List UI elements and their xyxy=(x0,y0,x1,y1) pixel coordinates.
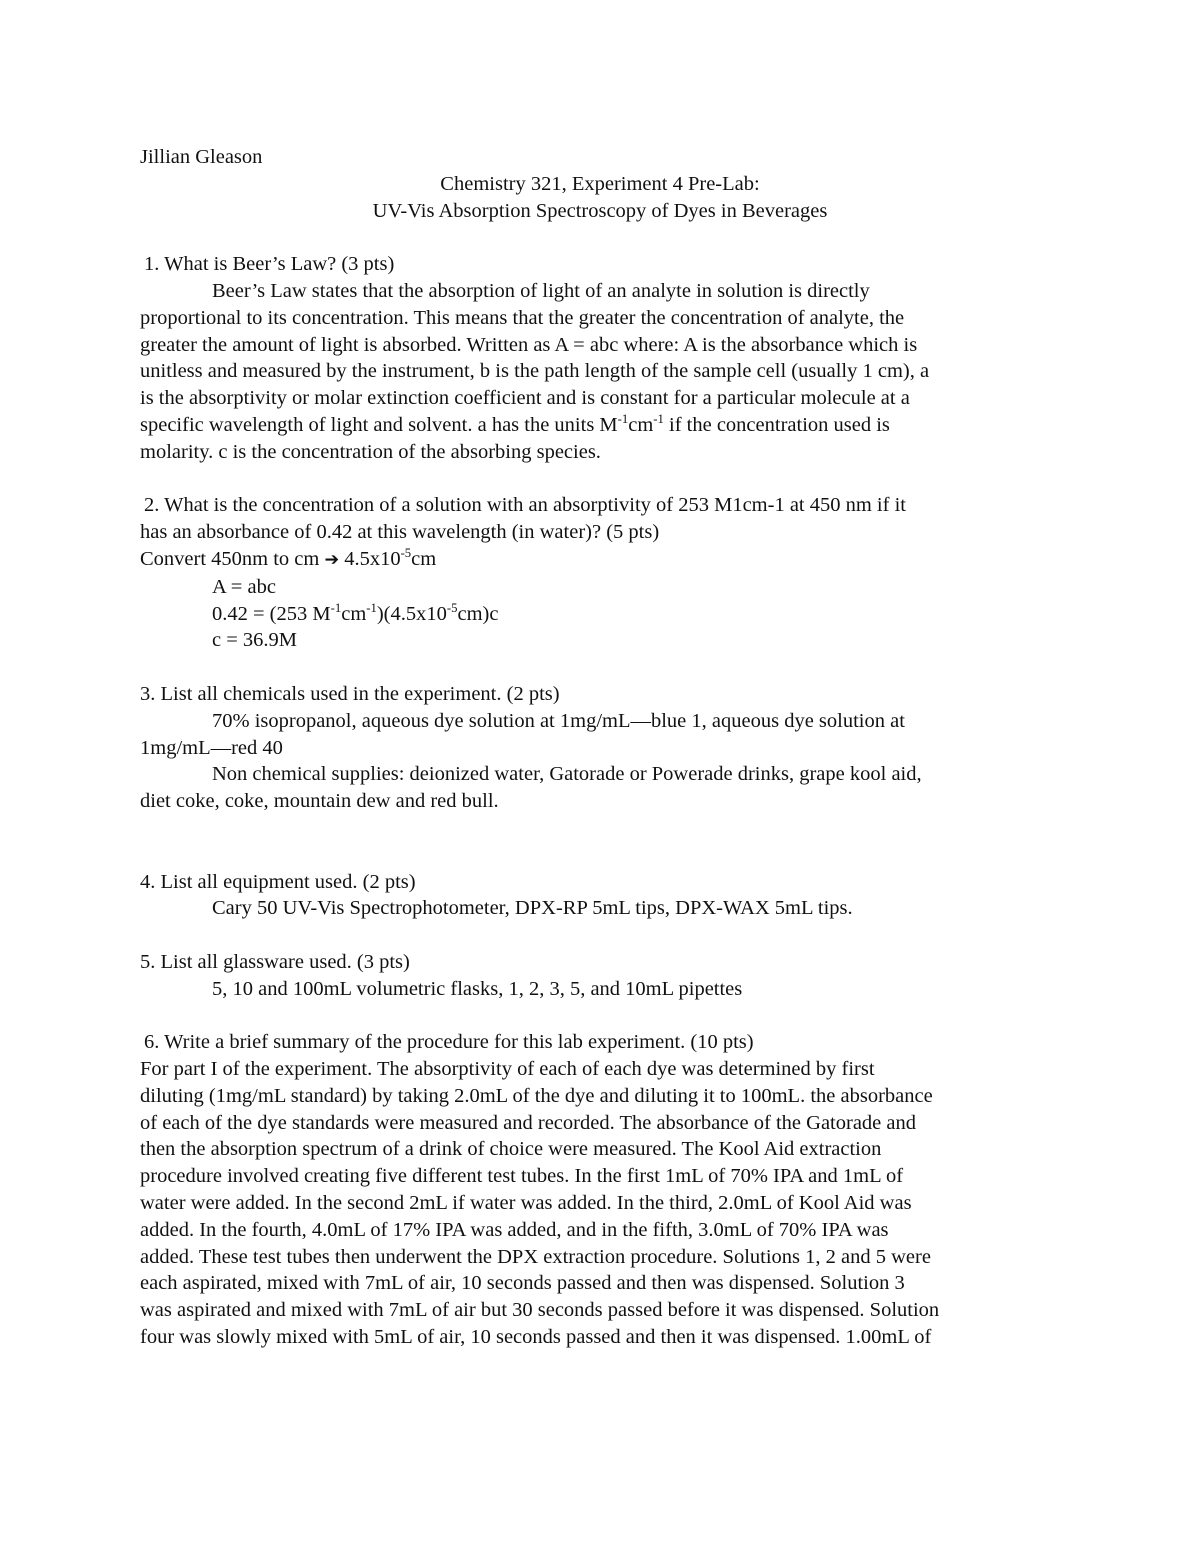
q3-question: 3. List all chemicals used in the experiment. (2 pts) xyxy=(140,682,560,705)
q6-answer-line: was aspirated and mixed with 7mL of air but 30 seconds passed before it was dispensed. Solution xyxy=(140,1299,940,1322)
q1-units-line: specific wavelength of light and solvent. a has the units $M^{-1}cm^{-1}$ if the concentration used is xyxy=(140,412,890,436)
q3-supplies-line: Non chemical supplies: deionized water, Gatorade or Powerade drinks, grape kool aid, xyxy=(212,763,922,786)
q1-answer-line: unitless and measured by the instrument, b is the path length of the sample cell (usually 1 cm), a xyxy=(140,360,930,383)
q6-answer-line: then the absorption spectrum of a drink of choice were measured. The Kool Aid extraction xyxy=(140,1138,882,1161)
q6-answer-line: diluting (1mg/mL standard) by taking 2.0mL of the dye and diluting it to 100mL. the absorbance xyxy=(140,1084,933,1107)
q5-answer: 5, 10 and 100mL volumetric flasks, 1, 2, 3, 5, and 10mL pipettes xyxy=(212,977,743,1000)
q6-answer-line: four was slowly mixed with 5mL of air, 10 seconds passed and then it was dispensed. 1.00mL of xyxy=(140,1326,932,1349)
q1-answer-last-line: molarity. c is the concentration of the absorbing species. xyxy=(140,440,601,463)
q6-answer-line: water were added. In the second 2mL if water was added. In the third, 2.0mL of Kool Aid was xyxy=(140,1192,912,1215)
q2-question-line: 2. What is the concentration of a solution with an absorptivity of 253 M1cm-1 at 450 nm if it xyxy=(144,494,906,517)
q1-answer-line: proportional to its concentration. This means that the greater the concentration of analyte, the xyxy=(140,306,905,329)
q2-convert-line: Convert 450nm to cm ➔ $4.5x10^{-5}cm$ xyxy=(140,546,437,570)
q4-answer: Cary 50 UV-Vis Spectrophotometer, DPX-RP 5mL tips, DPX-WAX 5mL tips. xyxy=(212,897,853,920)
q1-answer-line: greater the amount of light is absorbed. Written as A = abc where: A is the absorbance which is xyxy=(140,333,918,356)
right-arrow-icon: ➔ xyxy=(324,549,340,570)
q6-answer-line: added. In the fourth, 4.0mL of 17% IPA was added, and in the fifth, 3.0mL of 70% IPA was xyxy=(140,1218,889,1241)
q6-answer-line: For part I of the experiment. The absorptivity of each of each dye was determined by first xyxy=(140,1058,875,1081)
q1-question: 1. What is Beer’s Law? (3 pts) xyxy=(144,253,395,276)
q2-substitution: 0.42 = (253 $M^{-1}cm^{-1})(4.5x10^{-5}cm)c$ xyxy=(212,600,499,625)
q5-question: 5. List all glassware used. (3 pts) xyxy=(140,950,410,973)
q3-chemicals-line: 70% isopropanol, aqueous dye solution at 1mg/mL—blue 1, aqueous dye solution at xyxy=(212,709,905,732)
q2-formula: A = abc xyxy=(212,575,276,598)
q2-result: c = 36.9M xyxy=(212,629,298,652)
q2-question-line: has an absorbance of 0.42 at this wavelength (in water)? (5 pts) xyxy=(140,521,660,544)
q3-chemicals-line: 1mg/mL—red 40 xyxy=(140,736,283,759)
q6-answer-line: added. These test tubes then underwent the DPX extraction procedure. Solutions 1, 2 and 5 were xyxy=(140,1245,931,1268)
q6-answer-line: of each of the dye standards were measured and recorded. The absorbance of the Gatorade and xyxy=(140,1111,916,1134)
author-name: Jillian Gleason xyxy=(140,146,263,168)
q4-question: 4. List all equipment used. (2 pts) xyxy=(140,870,416,893)
q3-supplies-line: diet coke, coke, mountain dew and red bull. xyxy=(140,790,499,813)
q1-answer-line: Beer’s Law states that the absorption of light of an analyte in solution is directly xyxy=(212,279,870,302)
q1-answer-line: is the absorptivity or molar extinction coefficient and is constant for a particular molecule at a xyxy=(140,387,910,410)
q6-question: 6. Write a brief summary of the procedure for this lab experiment. (10 pts) xyxy=(144,1031,754,1054)
document-title: UV-Vis Absorption Spectroscopy of Dyes in Beverages xyxy=(372,199,828,222)
q6-answer-line: each aspirated, mixed with 7mL of air, 10 seconds passed and then was dispensed. Solution 3 xyxy=(140,1272,905,1295)
course-line: Chemistry 321, Experiment 4 Pre-Lab: xyxy=(440,172,760,195)
q6-answer-line: procedure involved creating five different test tubes. In the first 1mL of 70% IPA and 1mL of xyxy=(140,1165,904,1188)
